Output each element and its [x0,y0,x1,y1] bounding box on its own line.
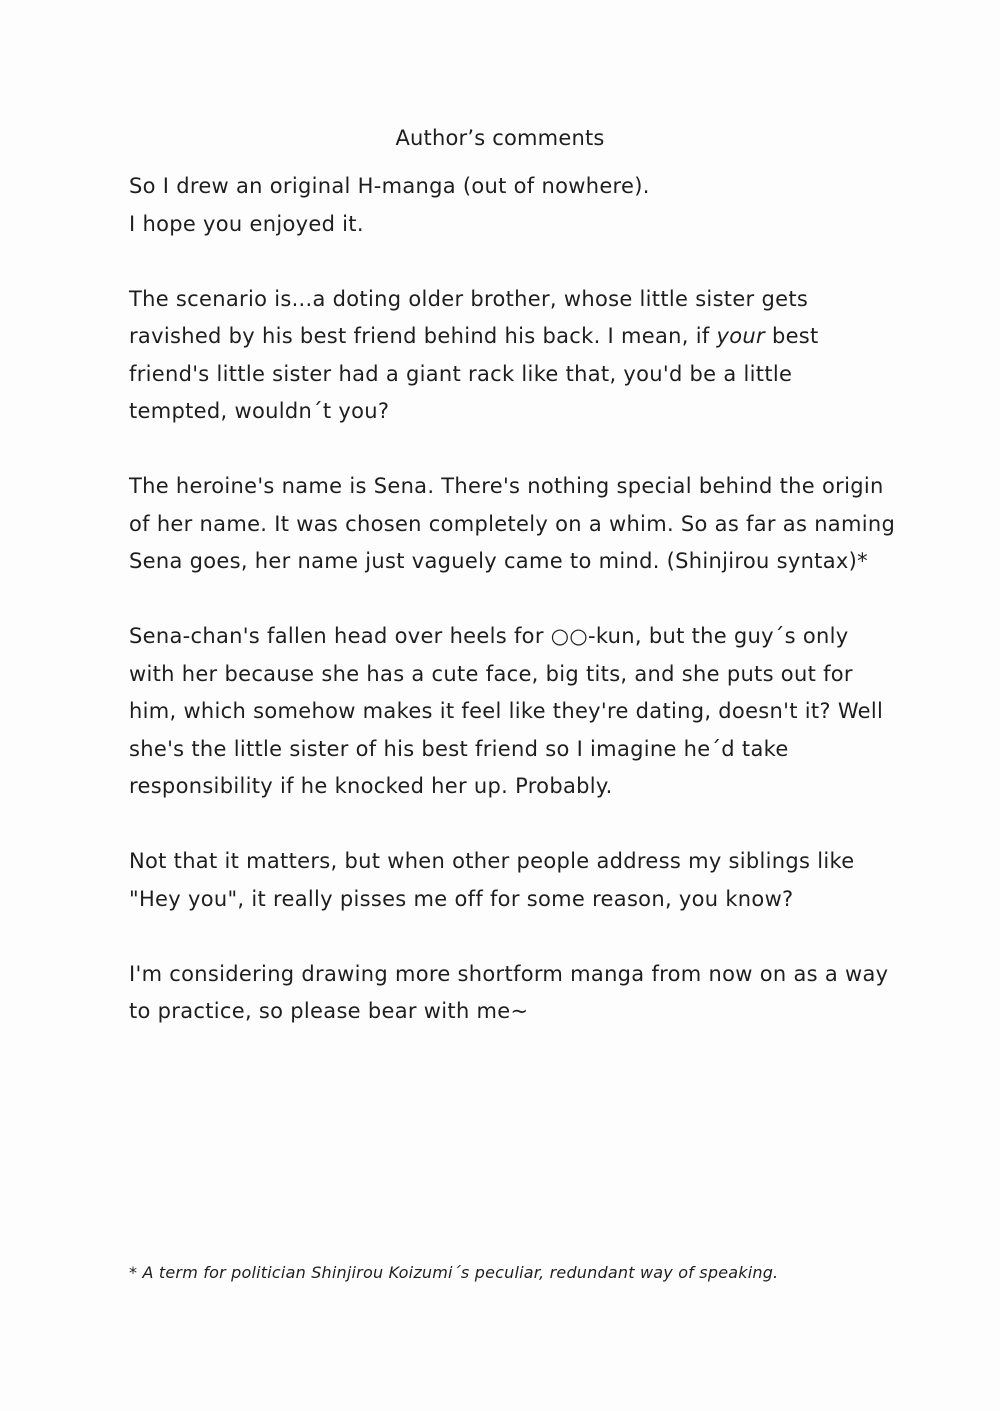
paragraph-heroine [129,468,896,581]
text-line: friend's little sister had a giant rack like that, you'd be a little [129,361,793,386]
text-line: I hope you enjoyed it. [129,211,364,236]
paragraph-scenario [129,281,889,431]
text-line: Not that it matters, but when other people address my siblings like [129,849,855,873]
text-line: Sena-chan's fallen head over heels for ○○-kun, but the guy´s only [129,624,849,648]
emphasis-text: your [716,324,765,348]
paragraph-sena-chan [129,618,889,806]
paragraph-siblings [129,843,889,918]
text-line: of her name. It was chosen completely on a whim. So as far as naming [129,511,896,536]
text-line: The heroine's name is Sena. There's nothing special behind the origin [129,474,884,498]
paragraph-intro [129,168,889,243]
text-line: she's the little sister of his best friend so I imagine he´d take [129,736,789,761]
text-line: I'm considering drawing more shortform manga from now on as a way [129,961,889,986]
page-title: Author’s comments [395,126,605,150]
text-line: The scenario is...a doting older brother, whose little sister gets [129,286,809,311]
comments-body [129,168,896,1068]
footnote: * A term for politician Shinjirou Koizumi´s peculiar, redundant way of speaking. [129,1263,779,1282]
paragraph-closing [129,956,889,1031]
text-segment: ravished by his best friend behind his back. I mean, if [129,324,717,348]
text-segment: best [764,324,819,348]
text-line: to practice, so please bear with me~ [129,999,529,1023]
text-line: him, which somehow makes it feel like they're dating, doesn't it? Well [129,699,884,723]
text-line [129,318,889,356]
text-line: "Hey you", it really pisses me off for some reason, you know? [129,886,794,911]
text-line: responsibility if he knocked her up. Probably. [129,774,613,798]
text-line: with her because she has a cute face, big tits, and she puts out for [129,661,853,686]
text-line: tempted, wouldn´t you? [129,399,390,423]
text-line: So I drew an original H-manga (out of nowhere). [129,174,650,198]
text-line: Sena goes, her name just vaguely came to mind. (Shinjirou syntax)* [129,549,868,573]
